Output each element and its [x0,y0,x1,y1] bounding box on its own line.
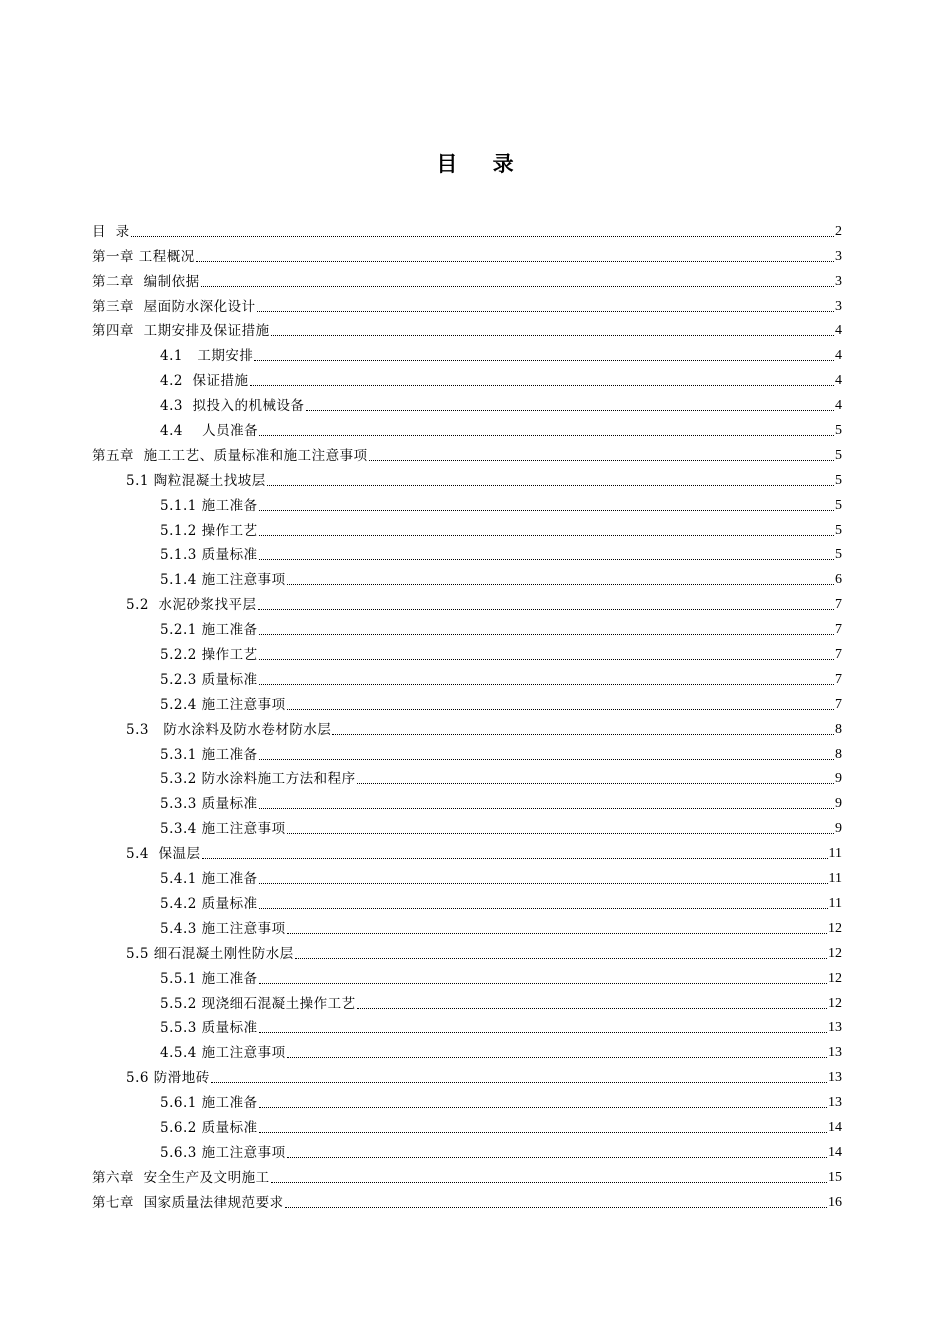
toc-dot-leader [259,1107,827,1108]
toc-entry[interactable] [92,664,842,689]
toc-entry-label: 4.2 保证措施 [160,373,249,390]
toc-dot-leader [369,460,834,461]
toc-dot-leader [332,734,834,735]
toc-entry-label: 5.3.4 施工注意事项 [160,821,286,838]
toc-entry-label: 5.2.1 施工准备 [160,622,258,639]
toc-entry[interactable] [92,1013,842,1038]
toc-entry-label: 5.4.3 施工注意事项 [160,920,286,937]
toc-dot-leader [254,360,834,361]
toc-page-number: 6 [835,572,842,588]
toc-entry[interactable] [92,788,842,813]
toc-entry[interactable] [92,390,842,415]
toc-entry[interactable] [92,515,842,540]
toc-page-number: 9 [835,796,842,812]
toc-entry[interactable] [92,440,842,465]
toc-entry-label: 5.6.1 施工准备 [160,1095,258,1112]
toc-dot-leader [259,510,834,511]
toc-entry[interactable] [92,266,842,291]
toc-entry[interactable] [92,863,842,888]
toc-entry-label: 5.3 防水涂料及防水卷材防水层 [126,721,332,738]
toc-page-number: 8 [835,746,842,762]
toc-dot-leader [201,286,834,287]
toc-entry[interactable] [92,1137,842,1162]
table-of-contents [92,216,842,1212]
toc-page-number: 12 [828,945,842,961]
toc-dot-leader [259,883,828,884]
toc-entry-label: 5.5.3 质量标准 [160,1020,258,1037]
toc-dot-leader [211,1082,827,1083]
toc-entry[interactable] [92,988,842,1013]
toc-dot-leader [287,833,834,834]
toc-entry-label: 5.1.2 操作工艺 [160,522,258,539]
toc-page-number: 15 [828,1169,842,1185]
toc-page-number: 7 [835,671,842,687]
toc-entry-label: 4.5.4 施工注意事项 [160,1045,286,1062]
toc-page-number: 7 [835,597,842,613]
toc-entry-label: 第五章 施工工艺、质量标准和施工注意事项 [92,447,368,464]
toc-entry-label: 4.1 工期安排 [160,348,254,365]
toc-entry[interactable] [92,291,842,316]
toc-page-number: 13 [828,1070,842,1086]
toc-dot-leader [357,783,834,784]
toc-dot-leader [259,535,834,536]
toc-dot-leader [259,1132,827,1133]
toc-dot-leader [287,584,834,585]
toc-entry-label: 5.5.2 现浇细石混凝土操作工艺 [160,995,356,1012]
toc-dot-leader [287,709,834,710]
toc-page-number: 5 [835,497,842,513]
page-title: 目 录 [436,152,528,176]
toc-entry-label: 5.1.4 施工注意事项 [160,572,286,589]
toc-entry[interactable] [92,365,842,390]
toc-dot-leader [271,335,834,336]
toc-entry[interactable] [92,589,842,614]
toc-dot-leader [196,261,834,262]
toc-page-number: 5 [835,423,842,439]
toc-dot-leader [259,684,834,685]
toc-entry-label: 第七章 国家质量法律规范要求 [92,1194,284,1211]
toc-entry[interactable] [92,540,842,565]
toc-entry-label: 5.1.3 质量标准 [160,547,258,564]
toc-page-number: 9 [835,771,842,787]
toc-dot-leader [259,559,834,560]
toc-entry[interactable] [92,838,842,863]
toc-page-number: 14 [828,1119,842,1135]
toc-entry[interactable] [92,490,842,515]
toc-page-number: 7 [835,622,842,638]
toc-entry-label: 5.3.1 施工准备 [160,746,258,763]
toc-entry-label: 5.3.2 防水涂料施工方法和程序 [160,771,356,788]
toc-page-number: 12 [828,970,842,986]
toc-page-number: 11 [828,871,842,887]
toc-page-number: 12 [828,920,842,936]
toc-page-number: 3 [835,248,842,264]
toc-page-number: 4 [835,323,842,339]
toc-dot-leader [259,435,834,436]
toc-entry-label: 5.1.1 施工准备 [160,497,258,514]
toc-page-number: 12 [828,995,842,1011]
toc-page-number: 4 [835,373,842,389]
toc-dot-leader [131,236,834,237]
toc-entry[interactable] [92,689,842,714]
toc-entry-label: 5.2.4 施工注意事项 [160,696,286,713]
toc-dot-leader [202,858,828,859]
toc-dot-leader [287,1057,827,1058]
toc-page-number: 5 [835,472,842,488]
toc-entry[interactable] [92,1062,842,1087]
toc-dot-leader [250,385,834,386]
toc-dot-leader [287,1157,827,1158]
toc-entry-label: 第三章 屋面防水深化设计 [92,298,256,315]
toc-entry[interactable] [92,1187,842,1212]
toc-entry-label: 5.2 水泥砂浆找平层 [126,597,257,614]
toc-dot-leader [259,634,834,635]
toc-page-number: 9 [835,821,842,837]
toc-dot-leader [257,311,834,312]
toc-entry[interactable] [92,216,842,241]
toc-page-number: 7 [835,696,842,712]
toc-dot-leader [285,1207,827,1208]
toc-dot-leader [357,1008,827,1009]
toc-page-number: 11 [828,895,842,911]
toc-entry-label: 第四章 工期安排及保证措施 [92,323,270,340]
toc-entry[interactable] [92,938,842,963]
toc-entry[interactable] [92,241,842,266]
toc-page-number: 2 [835,223,842,239]
toc-entry[interactable] [92,764,842,789]
toc-dot-leader [258,609,834,610]
toc-entry[interactable] [92,340,842,365]
toc-dot-leader [267,485,834,486]
toc-entry-label: 5.5.1 施工准备 [160,970,258,987]
toc-entry-label: 5.2.3 质量标准 [160,671,258,688]
toc-dot-leader [259,759,834,760]
toc-page-number: 5 [835,522,842,538]
toc-entry[interactable] [92,813,842,838]
toc-page-number: 7 [835,647,842,663]
toc-page-number: 8 [835,721,842,737]
toc-entry[interactable] [92,888,842,913]
toc-dot-leader [295,958,827,959]
toc-page-number: 5 [835,547,842,563]
toc-entry[interactable] [92,1037,842,1062]
toc-dot-leader [259,983,827,984]
toc-page-number: 11 [828,846,842,862]
toc-entry[interactable] [92,316,842,341]
toc-entry[interactable] [92,714,842,739]
toc-page-number: 13 [828,1020,842,1036]
toc-page-number: 4 [835,398,842,414]
toc-entry[interactable] [92,913,842,938]
toc-page-number: 13 [828,1045,842,1061]
toc-entry[interactable] [92,1162,842,1187]
toc-entry[interactable] [92,465,842,490]
toc-dot-leader [259,908,828,909]
toc-dot-leader [259,659,834,660]
toc-entry-label: 5.5 细石混凝土刚性防水层 [126,945,294,962]
toc-entry-label: 5.6.2 质量标准 [160,1119,258,1136]
toc-entry-label: 5.3.3 质量标准 [160,796,258,813]
toc-entry[interactable] [92,639,842,664]
toc-page-number: 16 [828,1194,842,1210]
toc-dot-leader [259,1032,827,1033]
toc-dot-leader [287,933,827,934]
toc-entry-label: 5.6 防滑地砖 [126,1070,210,1087]
toc-dot-leader [306,410,834,411]
toc-entry[interactable] [92,963,842,988]
toc-dot-leader [271,1182,827,1183]
toc-entry-label: 5.4 保温层 [126,846,201,863]
toc-entry-label: 5.4.1 施工准备 [160,871,258,888]
toc-entry[interactable] [92,614,842,639]
toc-entry-label: 5.2.2 操作工艺 [160,647,258,664]
toc-page-number: 3 [835,298,842,314]
toc-page-number: 14 [828,1144,842,1160]
toc-entry[interactable] [92,415,842,440]
toc-page-number: 4 [835,348,842,364]
toc-page-number: 13 [828,1095,842,1111]
toc-entry-label: 5.4.2 质量标准 [160,895,258,912]
toc-page-number: 3 [835,273,842,289]
toc-dot-leader [259,808,834,809]
toc-entry-label: 第一章 工程概况 [92,248,195,265]
toc-entry[interactable] [92,1087,842,1112]
toc-entry[interactable] [92,564,842,589]
toc-entry-label: 目 录 [92,223,130,240]
toc-entry-label: 5.1 陶粒混凝土找坡层 [126,472,266,489]
toc-entry[interactable] [92,1112,842,1137]
toc-entry-label: 第六章 安全生产及文明施工 [92,1169,270,1186]
toc-entry-label: 5.6.3 施工注意事项 [160,1144,286,1161]
toc-entry-label: 4.4 人员准备 [160,423,259,440]
toc-entry-label: 第二章 编制依据 [92,273,200,290]
toc-entry-label: 4.3 拟投入的机械设备 [160,398,305,415]
toc-entry[interactable] [92,739,842,764]
toc-page-number: 5 [835,447,842,463]
